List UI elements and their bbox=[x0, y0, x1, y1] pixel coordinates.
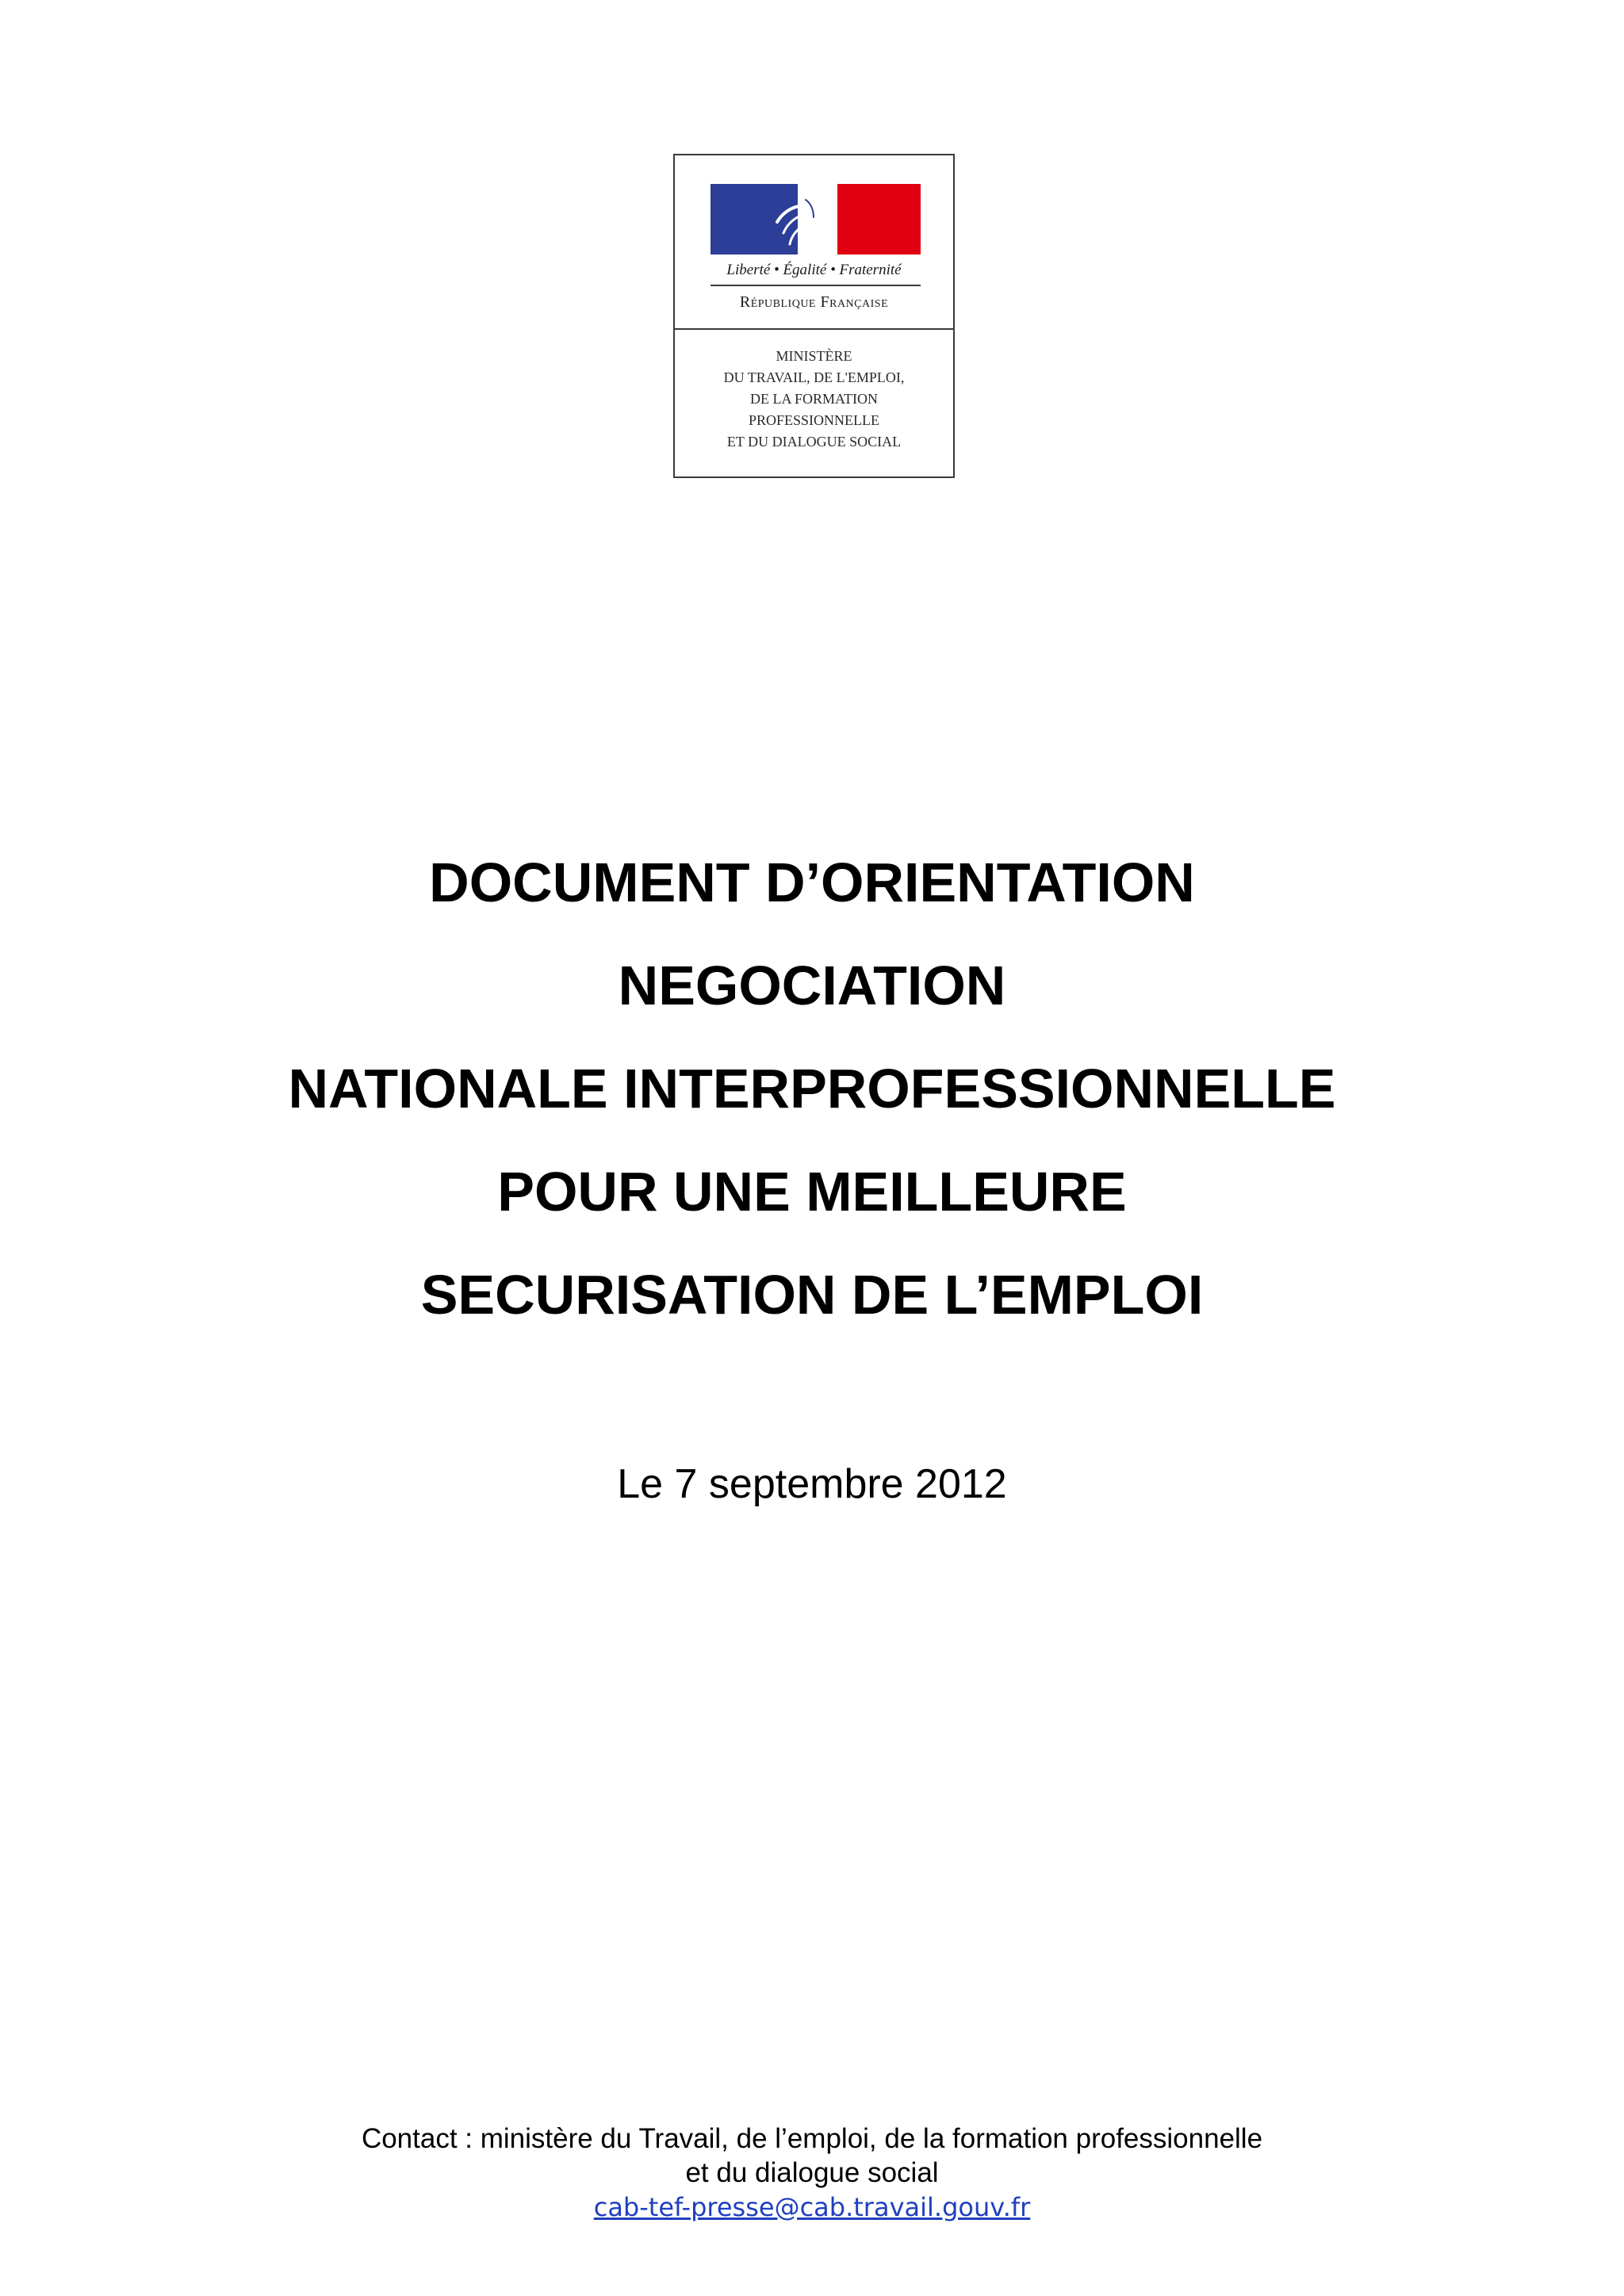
title-line: NATIONALE INTERPROFESSIONNELLE bbox=[288, 1058, 1336, 1119]
contact-email-link[interactable]: cab-tef-presse@cab.travail.gouv.fr bbox=[593, 2192, 1031, 2222]
title-line: DOCUMENT D’ORIENTATION bbox=[429, 851, 1195, 913]
title-line: NEGOCIATION bbox=[618, 955, 1006, 1016]
republic-name: République Française bbox=[739, 293, 889, 311]
ministry-line: DE LA FORMATION bbox=[749, 391, 878, 407]
ministry-line: DU TRAVAIL, DE L'EMPLOI, bbox=[723, 369, 905, 385]
document-date: Le 7 septembre 2012 bbox=[617, 1461, 1007, 1507]
contact-footer bbox=[0, 2122, 1624, 2225]
flag-blue-band bbox=[710, 184, 798, 254]
title-line: POUR UNE MEILLEURE bbox=[497, 1161, 1127, 1223]
ministry-name bbox=[675, 346, 953, 453]
document-title bbox=[0, 831, 1624, 1346]
ministry-line: ET DU DIALOGUE SOCIAL bbox=[726, 434, 902, 450]
ministry-line: PROFESSIONNELLE bbox=[748, 412, 879, 428]
ministry-line: MINISTÈRE bbox=[776, 348, 852, 364]
marianne-flag-icon bbox=[710, 184, 921, 254]
motto-divider bbox=[710, 285, 921, 286]
contact-line-1: Contact : ministère du Travail, de l’emploi, de la formation professionnelle bbox=[361, 2123, 1263, 2154]
republic-logo-header bbox=[675, 155, 953, 330]
ministry-logo bbox=[673, 154, 955, 478]
flag-red-band bbox=[837, 184, 921, 254]
contact-line-2: et du dialogue social bbox=[685, 2157, 939, 2188]
republic-motto: Liberté • Égalité • Fraternité bbox=[726, 262, 902, 278]
contact-email-row bbox=[0, 2190, 1624, 2225]
title-line: SECURISATION DE L’EMPLOI bbox=[420, 1264, 1204, 1326]
